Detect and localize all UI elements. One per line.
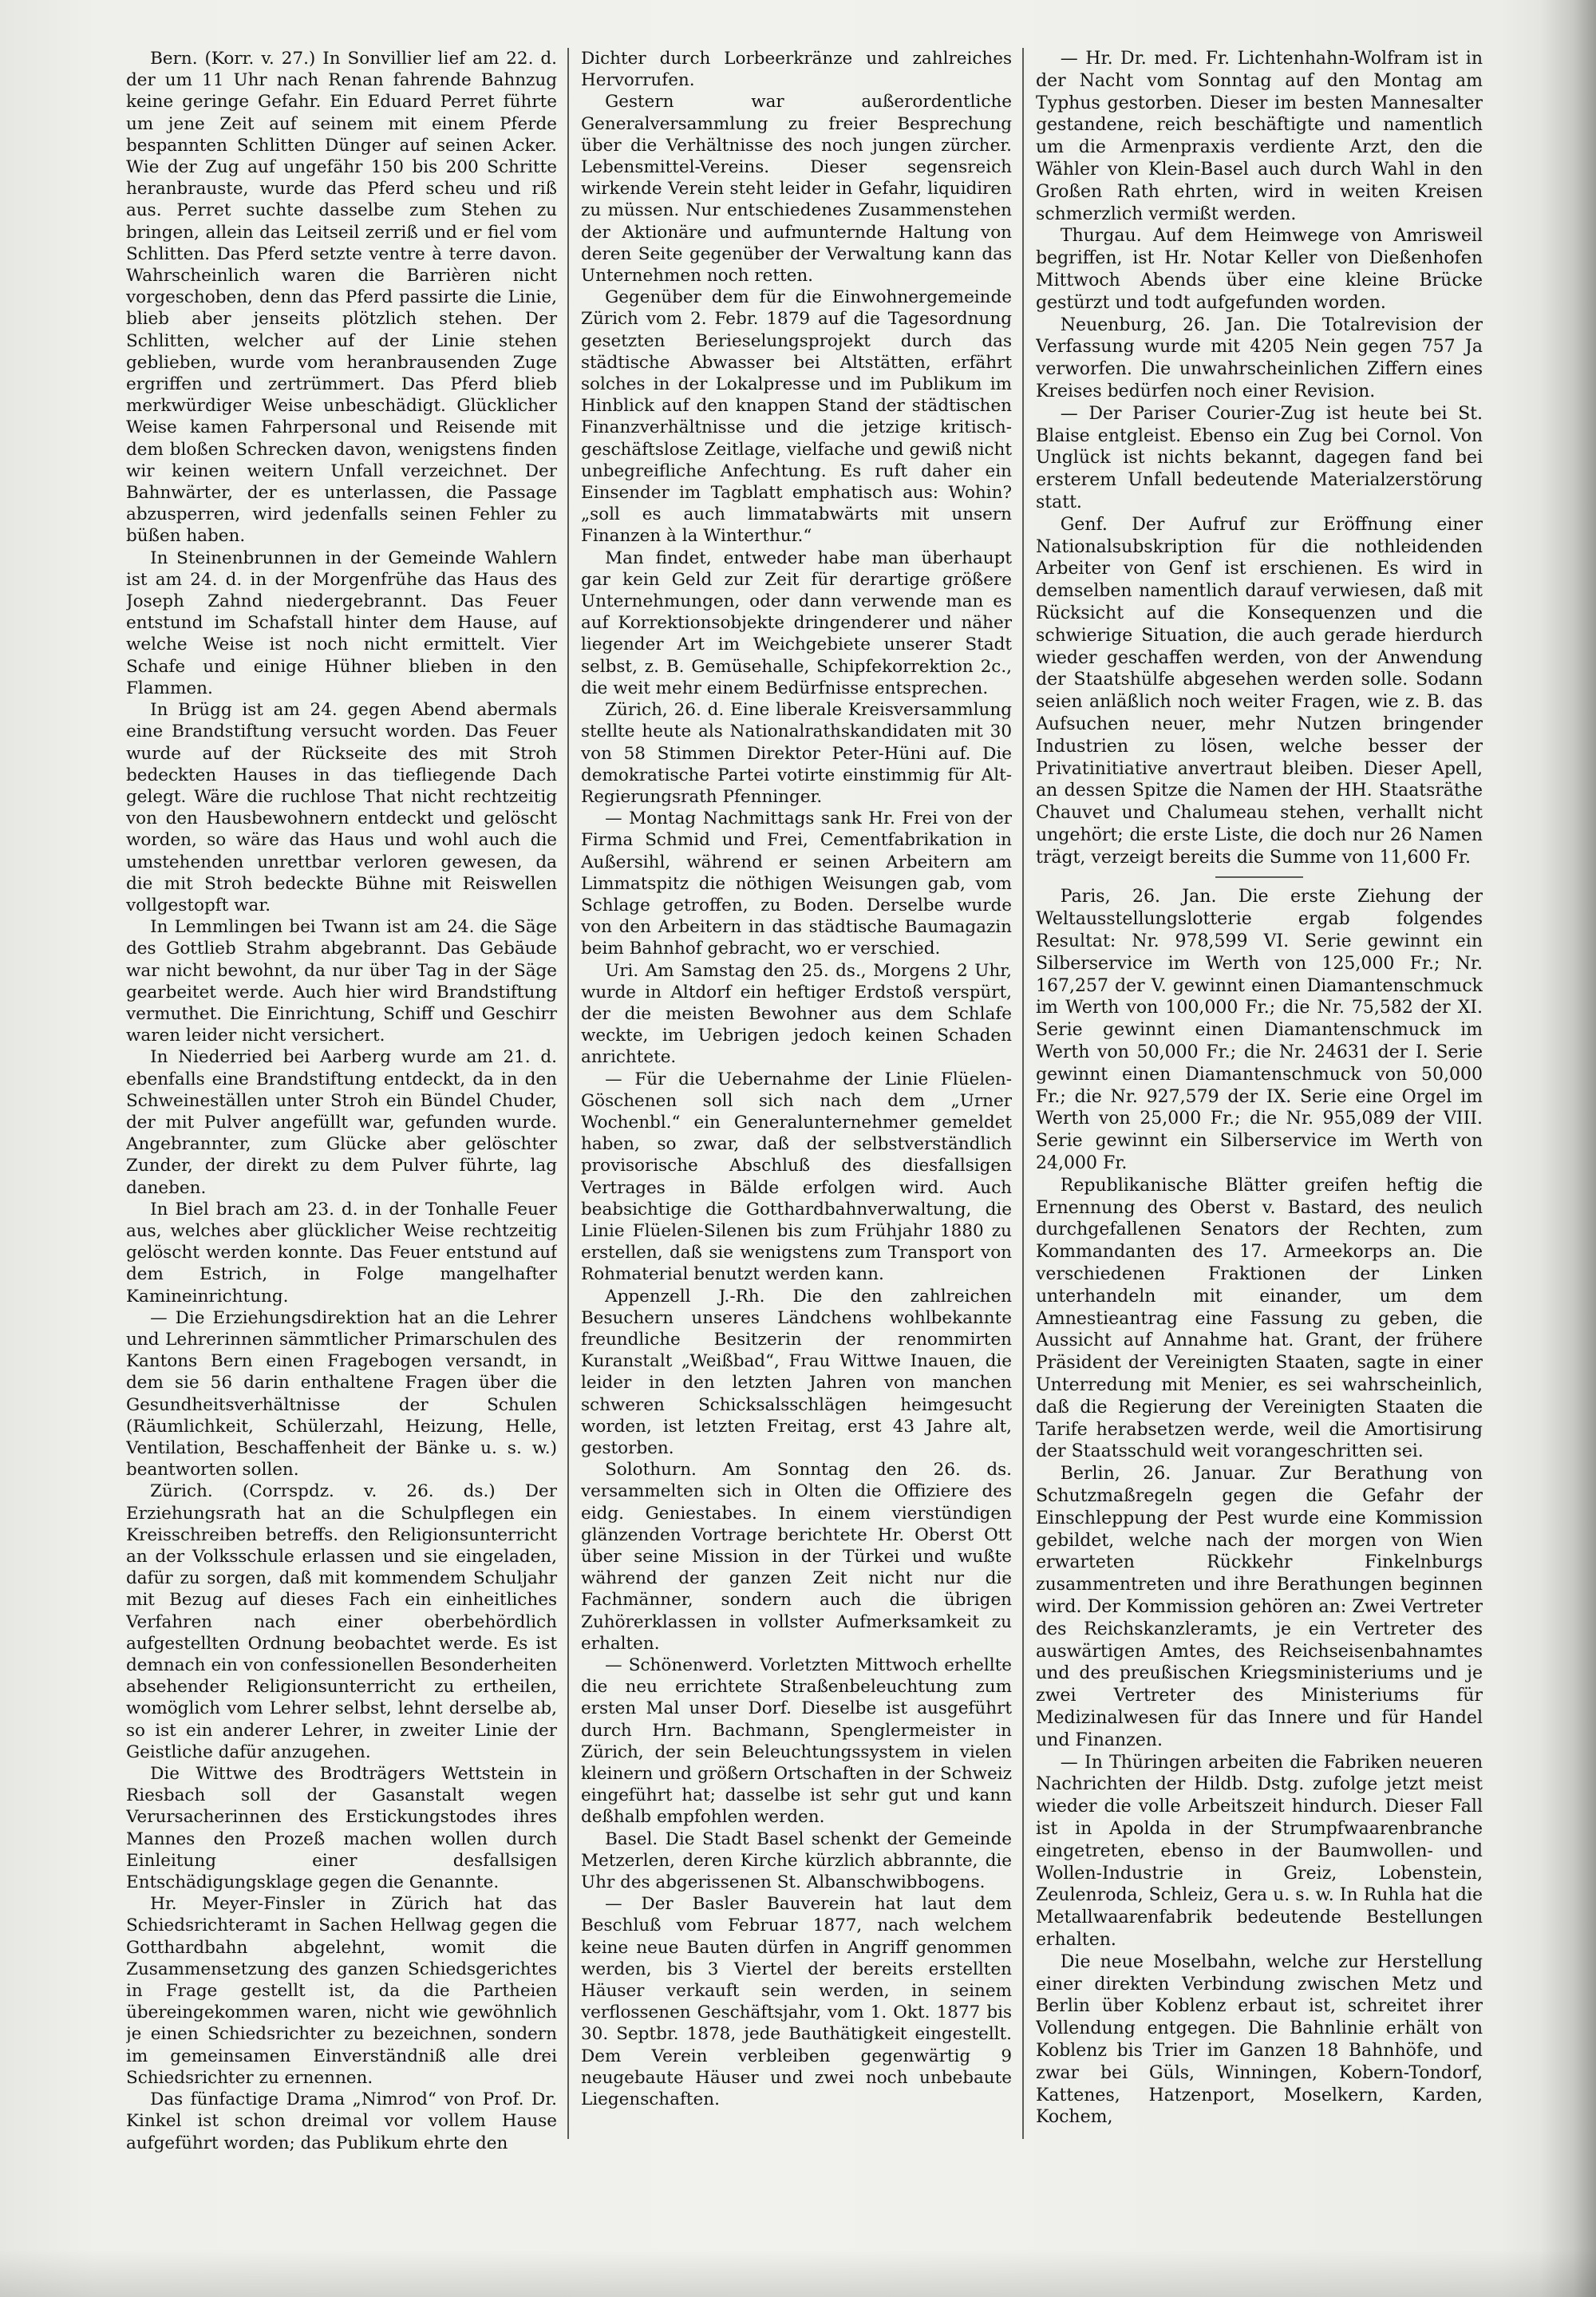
article-lebensmittelverein: Gestern war außerordentliche Generalversammlung zu freier Besprechung über die Verhältnisse des noch jungen zürcher. Lebensmittel-Vereins. Dieser segensreich wirkende Verein steht leider in Gefahr, liquidiren zu müssen. Nur entschiedenes Zusammenstehen der Aktionäre und aufmunternde Haltung von deren Seite gegenüber der Verwaltung kann das Unternehmen noch retten. — [581, 92, 1012, 287]
article-korrektionsobjekte: Man findet, entweder habe man überhaupt gar kein Geld zur Zeit für derartige größere Unternehmungen, oder dann verwende man es auf Korrektionsobjekte dringenderer und näher liegender Art im Weichgebiete unserer Stadt selbst, z. B. Gemüsehalle, Schipfekorrektion 2c., die weit mehr einem Bedürfnisse entsprechen. — [581, 548, 1012, 698]
article-moselbahn: Die neue Moselbahn, welche zur Herstellung einer direkten Verbindung zwischen Metz und Berlin über Koblenz erbaut ist, schreitet ihrer Vollendung entgegen. Die Bahnlinie erhält von Koblenz bis Trier im Ganzen 18 Bahnhöfe, und zwar bei Güls, Winningen, Kobern-Tondorf, Kattenes, Hatzenport, Moselkern, Karden, Kochem, — [1036, 1951, 1483, 2128]
article-erziehungsdirektion: — Die Erziehungsdirektion hat an die Lehrer und Lehrerinnen sämmtlicher Primarschulen des Kantons Bern einen Fragebogen versandt, in dem sie 56 darin enthaltene Fragen über die Gesundheitsverhältnisse der Schulen (Räumlichkeit, Schülerzahl, Heizung, Helle, Ventilation, Beschaffenheit der Bänke u. s. w.) beantworten sollen. — [126, 1307, 557, 1481]
article-uri-erdstoss: Uri. Am Samstag den 25. ds., Morgens 2 Uhr, wurde in Altdorf ein heftiger Erdstoß verspürt, der die meisten Bewohner aus dem Schlafe weckte, im Uebrigen jedoch keinen Schaden anrichtete. — [581, 960, 1012, 1068]
article-meyer-finsler: Hr. Meyer-Finsler in Zürich hat das Schiedsrichteramt in Sachen Hellwag gegen die Gotthardbahn abgelehnt, womit die Zusammensetzung des ganzen Schiedsgerichtes in Frage gestellt ist, da die Partheien übereingekommen waren, nicht wie gewöhnlich je einen Schiedsrichter zu bezeichnen, sondern im gemeinsamen Einverständniß alle drei Schiedsrichter zu ernennen. — [126, 1894, 557, 2088]
article-niederried: In Niederried bei Aarberg wurde am 21. d. ebenfalls eine Brandstiftung entdeckt, da in den Schweineställen unter Stroh ein Bündel Chuder, der mit Pulver angefüllt war, gefunden wurde. Angebrannter, zum Glücke aber gelöschter Zunder, der direkt zu dem Pulver führte, lag daneben. — [126, 1047, 557, 1198]
article-thueringen: — In Thüringen arbeiten die Fabriken neueren Nachrichten der Hildb. Dstg. zufolge jetzt meist wieder die volle Arbeitszeit hindurch. Dieser Fall ist in Apolda in der Strumpfwaarenbranche eingetreten, ebenso in der Baumwollen- und Wollen-Industrie in Greiz, Lobenstein, Zeulenroda, Schleiz, Gera u. s. w. In Ruhla hat die Metallwaarenfabrik bedeutende Bestellungen erhalten. — [1036, 1752, 1483, 1950]
article-bern-sonvillier: Bern. (Korr. v. 27.) In Sonvillier lief am 22. d. der um 11 Uhr nach Renan fahrende Bahnzug keine geringe Gefahr. Ein Eduard Perret führte um jene Zeit auf seinem mit einem Pferde bespannten Schlitten Dünger auf seinen Acker. Wie der Zug auf ungefähr 150 bis 200 Schritte heranbrauste, wurde das Pferd scheu und riß aus. Perret suchte dasselbe zum Stehen zu bringen, allein das Leitseil zerriß und er fiel vom Schlitten. Das Pferd setzte ventre à terre davon. Wahrscheinlich waren die Barrièren nicht vorgeschoben, denn das Pferd passirte die Linie, blieb aber jenseits plötzlich stehen. Der Schlitten, welcher auf der Linie stehen geblieben, wurde vom heranbrausenden Zuge ergriffen und zertrümmert. Das Pferd blieb merkwürdiger Weise unbeschädigt. Glücklicher Weise kamen Fahrpersonal und Reisende mit dem bloßen Schrecken davon, wenigstens finden wir keinen weitern Unfall verzeichnet. Der Bahnwärter, der es unterlassen, die Passage abzusperren, wird jedenfalls seinen Fehler zu büßen haben. — [126, 49, 557, 547]
article-basel-uhr: Basel. Die Stadt Basel schenkt der Gemeinde Metzerlen, deren Kirche kürzlich abbrannte, die Uhr des abgerissenen St. Albanschwibbogens. — [581, 1829, 1012, 1893]
article-berieselungsprojekt: Gegenüber dem für die Einwohnergemeinde Zürich vom 2. Febr. 1879 auf die Tagesordnung gesetzten Berieselungsprojekt durch das städtische Abwasser bei Altstätten, erfährt solches in der Lokalpresse und im Publikum im Hinblick auf den knappen Stand der städtischen Finanzverhältnisse und die jetzige kritisch-geschäftslose Zeitlage, vielfache und gewiß nicht unbegreifliche Anfechtung. Es ruft daher ein Einsender im Tagblatt emphatisch aus: Wohin? „soll es auch limmatabwärts mit unsern Finanzen à la Winterthur.“ — [581, 287, 1012, 547]
article-nimrod: Das fünfactige Drama „Nimrod“ von Prof. Dr. Kinkel ist schon dreimal vor vollem Hause aufgeführt worden; das Publikum ehrte den — [126, 2089, 557, 2153]
article-wettstein: Die Wittwe des Brodträgers Wettstein in Riesbach soll der Gasanstalt wegen Verursacherinnen des Erstickungstodes ihres Mannes den Prozeß machen wollen durch Einleitung einer desfallsigen Entschädigungsklage gegen die Genannte. — [126, 1764, 557, 1893]
article-flueelen-goeschenen: — Für die Uebernahme der Linie Flüelen-Göschenen soll sich nach dem „Urner Wochenbl.“ ein Generalunternehmer gemeldet haben, so zwar, daß der selbstverständlich provisorische Abschluß des diesfallsigen Vertrages in Bälde erfolgen wird. Auch beabsichtige die Gotthardbahnverwaltung, die Linie Flüelen-Silenen bis zum Frühjahr 1880 zu erstellen, daß sie wenigstens zum Transport von Rohmaterial benutzt werden kann. — [581, 1069, 1012, 1285]
article-appenzell: Appenzell J.-Rh. Die den zahlreichen Besuchern unseres Ländchens wohlbekannte freundliche Besitzerin der renommirten Kuranstalt „Weißbad“, Frau Wittwe Inauen, die leider in den letzten Jahren von manchen schweren Schicksalsschlägen heimgesucht worden, ist letzten Freitag, erst 43 Jahre alt, gestorben. — [581, 1286, 1012, 1458]
article-lemmlingen: In Lemmlingen bei Twann ist am 24. die Säge des Gottlieb Strahm abgebrannt. Das Gebäude war nicht bewohnt, da nur über Tag in der Säge gearbeitet werde. Auch hier wird Brandstiftung vermuthet. Die Einrichtung, Schiff und Geschirr waren leider nicht versichert. — [126, 917, 557, 1046]
article-bruegg: In Brügg ist am 24. gegen Abend abermals eine Brandstiftung versucht worden. Das Feuer wurde auf der Rückseite des mit Stroh bedeckten Hauses in das tiefliegende Dach gelegt. Wäre die ruchlose That nicht rechtzeitig von den Hausbewohnern entdeckt und gelöscht worden, so wäre das Haus und wohl auch die umstehenden unrettbar verloren gewesen, da die mit Stroh bedeckte Bühne mit Reiswellen vollgestopft war. — [126, 700, 557, 915]
article-frei-cementfabrikation: — Montag Nachmittags sank Hr. Frei von der Firma Schmid und Frei, Cementfabrikation in Außersihl, während er seinen Arbeitern am Limmatspitz die nöthigen Weisungen gab, vom Schlage getroffen, zu Boden. Derselbe wurde von den Arbeitern in das städtische Baumagazin beim Bahnhof gebracht, wo er verschied. — [581, 808, 1012, 959]
article-republikanische-blaetter: Republikanische Blätter greifen heftig die Ernennung des Oberst v. Bastard, des neulich durchgefallenen Senators der Rechten, zum Kommandanten des 17. Armeekorps an. Die verschiedenen Fraktionen der Linken unterhandeln mit einander, um dem Amnestieantrag eine Fassung zu geben, die Aussicht auf Annahme hat. Grant, der frühere Präsident der Vereinigten Staaten, sagte in einer Unterredung mit Menier, es sei wahrscheinlich, daß die Regierung der Vereinigten Staaten die Tarife herabsetzen werde, weil die Amortisirung der Staatsschuld weit vorangeschritten sei. — [1036, 1175, 1483, 1462]
article-zuerich-erziehungsrath: Zürich. (Corrspdz. v. 26. ds.) Der Erziehungsrath hat an die Schulpflegen ein Kreisschreiben betreffs. den Religionsunterricht an der Volksschule erlassen und sie eingeladen, dafür zu sorgen, daß mit kommendem Schuljahr mit Bezug auf dieses Fach ein einheitliches Verfahren nach einer oberbehördlich aufgestellten Ordnung beobachtet werde. Es ist demnach ein von confessionellen Besonderheiten absehender Religionsunterricht zu ertheilen, womöglich vom Lehrer selbst, lehnt derselbe ab, so ist ein anderer Lehrer, in zweiter Linie der Geistliche dafür anzugehen. — [126, 1481, 557, 1762]
article-steinenbrunnen: In Steinenbrunnen in der Gemeinde Wahlern ist am 24. d. in der Morgenfrühe das Haus des Joseph Zahnd niedergebrannt. Das Feuer entstund im Schafstall hinter dem Hause, auf welche Weise ist noch nicht ermittelt. Vier Schafe und einige Hühner blieben in den Flammen. — [126, 548, 557, 698]
article-schoenenwerd: — Schönenwerd. Vorletzten Mittwoch erhellte die neu errichtete Straßenbeleuchtung zum ersten Mal unser Dorf. Dieselbe ist ausgeführt durch Hrn. Bachmann, Spenglermeister in Zürich, der sein Beleuchtungssystem in vielen kleinern und größern Ortschaften in der Schweiz eingeführt hat; dasselbe ist sehr gut und kann deßhalb empfohlen werden. — [581, 1655, 1012, 1828]
section-separator — [1215, 876, 1303, 878]
text-column-left — [126, 48, 557, 2163]
text-column-right — [1036, 48, 1483, 2163]
article-lichtenhahn: — Hr. Dr. med. Fr. Lichtenhahn-Wolfram ist in der Nacht vom Sonntag auf den Montag am Typhus gestorben. Dieser im besten Mannesalter gestandene, reich beschäftigte und namentlich um die Armenpraxis verdiente Arzt, den die Wähler von Klein-Basel auch durch Wahl in den Großen Rath ehrten, wird in weiten Kreisen schmerzlich vermißt werden. — [1036, 49, 1483, 224]
article-genf: Genf. Der Aufruf zur Eröffnung einer Nationalsubskription für die nothleidenden Arbeiter von Genf ist erschienen. Es wird in demselben namentlich darauf verwiesen, daß mit Rücksicht auf die Konsequenzen und die schwierige Situation, die auch gerade hierdurch wieder geschaffen werden, von der Anwendung der Staatshülfe abgesehen werden solle. Sodann seien anläßlich noch weiter Fragen, wie z. B. das Aufsuchen neuer, mehr Nutzen bringender Industrien zu lösen, welche besser der Privatinitiative anvertraut bleiben. Dieser Apell, an dessen Spitze die Namen der HH. Staatsräthe Chauvet und Chalumeau stehen, verhallt nicht ungehört; die erste Liste, die doch nur 26 Namen trägt, verzeigt bereits die Summe von 11,600 Fr. — [1036, 514, 1483, 868]
article-biel: In Biel brach am 23. d. in der Tonhalle Feuer aus, welches aber glücklicher Weise rechtzeitig gelöscht werden konnte. Das Feuer entstund auf dem Estrich, in Folge mangelhafter Kamineinrichtung. — [126, 1199, 557, 1307]
article-solothurn: Solothurn. Am Sonntag den 26. ds. versammelten sich in Olten die Offiziere des eidg. Geniestabes. In einem vierstündigen glänzenden Vortrage berichtete Hr. Oberst Ott über seine Mission in der Türkei und wußte während der ganzen Zeit nicht nur die Fachmänner, sondern auch die übrigen Zuhörerklassen in vollster Aufmerksamkeit zu erhalten. — [581, 1460, 1012, 1654]
article-thurgau: Thurgau. Auf dem Heimwege von Amrisweil begriffen, ist Hr. Notar Keller von Dießenhofen Mittwoch Abends über eine kleine Brücke gestürzt und todt aufgefunden worden. — [1036, 226, 1483, 313]
text-column-middle — [581, 48, 1012, 2163]
article-zuerich-kreisversammlung: Zürich, 26. d. Eine liberale Kreisversammlung stellte heute als Nationalrathskandidaten mit 30 von 58 Stimmen Direktor Peter-Hüni auf. Die demokratische Partei votirte einstimmig für Alt-Regierungsrath Pfenninger. — [581, 700, 1012, 807]
article-paris-lotterie: Paris, 26. Jan. Die erste Ziehung der Weltausstellungslotterie ergab folgendes Resultat: Nr. 978,599 VI. Serie gewinnt ein Silberservice im Werth von 125,000 Fr.; Nr. 167,257 der V. gewinnt einen Diamantenschmuck im Werth von 100,000 Fr.; die Nr. 75,582 der XI. Serie gewinnt einen Diamantenschmuck im Werth von 50,000 Fr.; die Nr. 24631 der I. Serie gewinnt einen Diamantenschmuck von 50,000 Fr.; die Nr. 927,579 der IX. Serie eine Orgel im Werth von 25,000 Fr.; die Nr. 955,089 der VIII. Serie gewinnt ein Silberservice im Werth von 24,000 Fr. — [1036, 887, 1483, 1174]
page-bottom-shadow — [0, 2249, 1596, 2297]
article-neuenburg: Neuenburg, 26. Jan. Die Totalrevision der Verfassung wurde mit 4205 Nein gegen 757 Ja verworfen. Die unwahrscheinlichen Ziffern eines Kreises bedürfen noch einer Revision. — [1036, 314, 1483, 401]
page-edge-shadow — [1540, 0, 1596, 2297]
column-divider-2 — [1022, 48, 1024, 2139]
article-nimrod-continued: Dichter durch Lorbeerkränze und zahlreiches Hervorrufen. — [581, 49, 1012, 91]
article-courier-zug: — Der Pariser Courier-Zug ist heute bei St. Blaise entgleist. Ebenso ein Zug bei Cornol. Von Unglück ist nichts bekannt, dagegen fand bei ersterem Unfall bedeutende Materialzerstörung statt. — [1036, 403, 1483, 512]
article-berlin-pest: Berlin, 26. Januar. Zur Berathung von Schutzmaßregeln gegen die Gefahr der Einschleppung der Pest wurde eine Kommission gebildet, welche nach der morgen von Wien erwarteten Rückkehr Finkelnburgs zusammentreten und ihre Berathungen beginnen wird. Der Kommission gehören an: Zwei Vertreter des Reichskanzleramts, je ein Vertreter des auswärtigen Amtes, des Reichseisenbahnamtes und des preußischen Kriegsministeriums und je zwei Vertreter des Ministeriums für Medizinalwesen für das Innere und für Handel und Finanzen. — [1036, 1464, 1483, 1750]
article-basler-bauverein: — Der Basler Bauverein hat laut dem Beschluß vom Februar 1877, nach welchem keine neue Bauten dürfen in Angriff genommen werden, bis 3 Viertel der bereits erstellten Häuser verkauft sein werden, in seinem verflossenen Geschäftsjahr, vom 1. Okt. 1877 bis 30. Septbr. 1878, jede Bauthätigkeit eingestellt. Dem Verein verbleiben gegenwärtig 9 neugebaute Häuser und zwei noch unbebaute Liegenschaften. — [581, 1894, 1012, 2110]
column-divider-1 — [567, 48, 569, 2139]
